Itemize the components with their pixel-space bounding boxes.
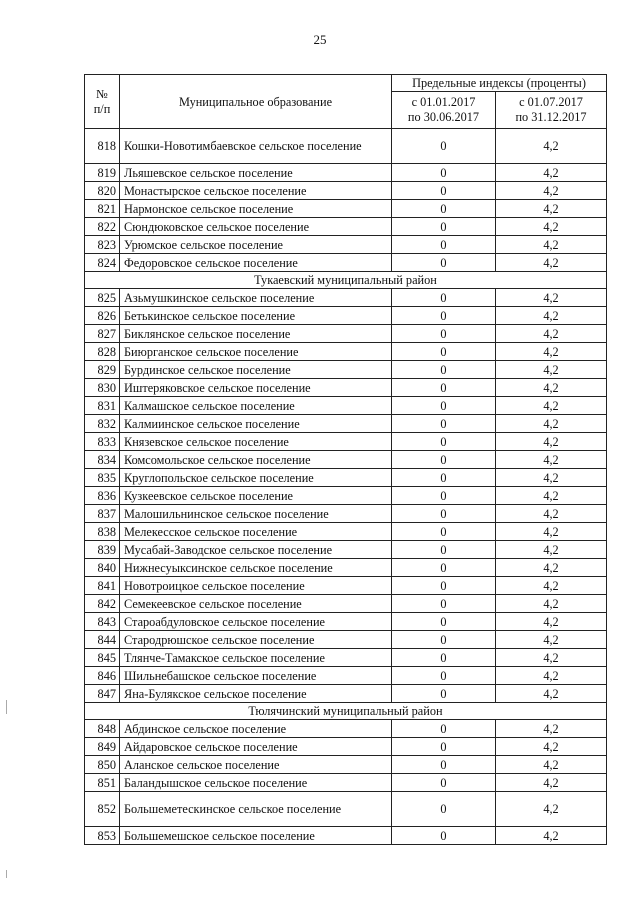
index-period-1: 0 [392, 577, 496, 595]
table-row [85, 254, 607, 272]
index-period-2: 4,2 [496, 361, 607, 379]
row-number: 841 [85, 577, 120, 595]
row-number: 850 [85, 756, 120, 774]
municipality-name: Сюндюковское сельское поселение [120, 218, 392, 236]
table-header [85, 75, 607, 129]
table-row [85, 129, 607, 164]
municipality-name: Малошильнинское сельское поселение [120, 505, 392, 523]
table-row [85, 343, 607, 361]
table-row [85, 738, 607, 756]
municipality-name: Урюмское сельское поселение [120, 236, 392, 254]
municipality-name: Большемешское сельское поселение [120, 827, 392, 845]
municipality-name: Калмашское сельское поселение [120, 397, 392, 415]
row-number: 828 [85, 343, 120, 361]
row-number: 829 [85, 361, 120, 379]
row-number: 819 [85, 164, 120, 182]
index-period-1: 0 [392, 469, 496, 487]
index-period-2: 4,2 [496, 756, 607, 774]
table-row [85, 182, 607, 200]
table-row [85, 487, 607, 505]
index-period-2: 4,2 [496, 218, 607, 236]
index-period-1: 0 [392, 433, 496, 451]
municipality-name: Староабдуловское сельское поселение [120, 613, 392, 631]
municipality-name: Мелекесское сельское поселение [120, 523, 392, 541]
row-number: 844 [85, 631, 120, 649]
index-period-2: 4,2 [496, 792, 607, 827]
index-period-2: 4,2 [496, 379, 607, 397]
municipality-name: Яна-Булякское сельское поселение [120, 685, 392, 703]
municipality-name: Аланское сельское поселение [120, 756, 392, 774]
page-number: 25 [313, 32, 327, 47]
index-period-2: 4,2 [496, 289, 607, 307]
row-number: 818 [85, 129, 120, 164]
table-row [85, 577, 607, 595]
municipality-name: Биклянское сельское поселение [120, 325, 392, 343]
municipality-name: Нармонское сельское поселение [120, 200, 392, 218]
table-row [85, 774, 607, 792]
row-number: 826 [85, 307, 120, 325]
row-number: 824 [85, 254, 120, 272]
index-period-2: 4,2 [496, 254, 607, 272]
row-number: 839 [85, 541, 120, 559]
municipality-name: Азьмушкинское сельское поселение [120, 289, 392, 307]
municipality-name: Биюрганское сельское поселение [120, 343, 392, 361]
row-number: 822 [85, 218, 120, 236]
index-period-1: 0 [392, 236, 496, 254]
row-number: 823 [85, 236, 120, 254]
table-row [85, 631, 607, 649]
table-row [85, 218, 607, 236]
row-number: 827 [85, 325, 120, 343]
municipality-name: Князевское сельское поселение [120, 433, 392, 451]
table-row [85, 720, 607, 738]
municipality-name: Стародрюшское сельское поселение [120, 631, 392, 649]
table-row [85, 361, 607, 379]
index-period-1: 0 [392, 361, 496, 379]
municipality-name: Тлянче-Тамакское сельское поселение [120, 649, 392, 667]
table-row [85, 649, 607, 667]
index-period-1: 0 [392, 307, 496, 325]
municipality-name: Бурдинское сельское поселение [120, 361, 392, 379]
index-period-2: 4,2 [496, 774, 607, 792]
row-number: 830 [85, 379, 120, 397]
table-row [85, 613, 607, 631]
table-row [85, 667, 607, 685]
row-number: 847 [85, 685, 120, 703]
index-period-1: 0 [392, 200, 496, 218]
index-period-1: 0 [392, 541, 496, 559]
index-period-2: 4,2 [496, 523, 607, 541]
index-period-2: 4,2 [496, 487, 607, 505]
municipality-name: Кошки-Новотимбаевское сельское поселение [120, 129, 392, 164]
district-name: Тюлячинский муниципальный район [85, 703, 607, 720]
index-period-1: 0 [392, 415, 496, 433]
index-period-2: 4,2 [496, 451, 607, 469]
municipality-name: Федоровское сельское поселение [120, 254, 392, 272]
index-period-1: 0 [392, 325, 496, 343]
table-row [85, 379, 607, 397]
header-municipality: Муниципальное образование [120, 75, 392, 129]
index-period-1: 0 [392, 559, 496, 577]
municipality-name: Бетькинское сельское поселение [120, 307, 392, 325]
table-body [85, 129, 607, 845]
row-number: 820 [85, 182, 120, 200]
header-number: № п/п [85, 75, 120, 129]
margin-mark [6, 870, 7, 878]
table-row [85, 236, 607, 254]
indices-table [84, 74, 607, 845]
municipality-name: Шильнебашское сельское поселение [120, 667, 392, 685]
table-row [85, 289, 607, 307]
row-number: 846 [85, 667, 120, 685]
municipality-name: Мусабай-Заводское сельское поселение [120, 541, 392, 559]
municipality-name: Комсомольское сельское поселение [120, 451, 392, 469]
table-row [85, 397, 607, 415]
district-name: Тукаевский муниципальный район [85, 272, 607, 289]
table-row [85, 415, 607, 433]
table-row [85, 541, 607, 559]
row-number: 832 [85, 415, 120, 433]
district-row [85, 272, 607, 289]
index-period-2: 4,2 [496, 236, 607, 254]
municipality-name: Нижнесуыксинское сельское поселение [120, 559, 392, 577]
municipality-name: Айдаровское сельское поселение [120, 738, 392, 756]
table-row [85, 200, 607, 218]
row-number: 840 [85, 559, 120, 577]
index-period-1: 0 [392, 129, 496, 164]
table-row [85, 827, 607, 845]
row-number: 821 [85, 200, 120, 218]
municipality-name: Новотроицкое сельское поселение [120, 577, 392, 595]
index-period-1: 0 [392, 738, 496, 756]
index-period-2: 4,2 [496, 397, 607, 415]
index-period-2: 4,2 [496, 827, 607, 845]
index-period-2: 4,2 [496, 129, 607, 164]
row-number: 848 [85, 720, 120, 738]
table-row [85, 307, 607, 325]
table-row [85, 164, 607, 182]
index-period-1: 0 [392, 827, 496, 845]
table-row [85, 792, 607, 827]
index-period-2: 4,2 [496, 164, 607, 182]
table-row [85, 595, 607, 613]
index-period-1: 0 [392, 182, 496, 200]
header-period-2: с 01.07.2017 по 31.12.2017 [496, 92, 607, 129]
index-period-1: 0 [392, 343, 496, 361]
index-period-1: 0 [392, 631, 496, 649]
index-period-2: 4,2 [496, 307, 607, 325]
index-period-2: 4,2 [496, 649, 607, 667]
margin-mark [6, 700, 7, 714]
municipality-name: Иштеряковское сельское поселение [120, 379, 392, 397]
table-row [85, 469, 607, 487]
index-period-2: 4,2 [496, 415, 607, 433]
index-period-2: 4,2 [496, 577, 607, 595]
table-row [85, 325, 607, 343]
row-number: 853 [85, 827, 120, 845]
index-period-2: 4,2 [496, 325, 607, 343]
index-period-1: 0 [392, 164, 496, 182]
row-number: 836 [85, 487, 120, 505]
index-period-2: 4,2 [496, 559, 607, 577]
table-row [85, 505, 607, 523]
row-number: 852 [85, 792, 120, 827]
index-period-1: 0 [392, 667, 496, 685]
index-period-1: 0 [392, 289, 496, 307]
index-period-2: 4,2 [496, 182, 607, 200]
index-period-2: 4,2 [496, 720, 607, 738]
row-number: 851 [85, 774, 120, 792]
index-period-2: 4,2 [496, 505, 607, 523]
row-number: 845 [85, 649, 120, 667]
municipality-name: Монастырское сельское поселение [120, 182, 392, 200]
table-row [85, 523, 607, 541]
index-period-2: 4,2 [496, 469, 607, 487]
municipality-name: Кузкеевское сельское поселение [120, 487, 392, 505]
row-number: 831 [85, 397, 120, 415]
index-period-2: 4,2 [496, 200, 607, 218]
index-period-1: 0 [392, 685, 496, 703]
table-row [85, 451, 607, 469]
index-period-2: 4,2 [496, 613, 607, 631]
table-row [85, 756, 607, 774]
district-row [85, 703, 607, 720]
row-number: 843 [85, 613, 120, 631]
index-period-2: 4,2 [496, 541, 607, 559]
index-period-1: 0 [392, 451, 496, 469]
row-number: 835 [85, 469, 120, 487]
header-period-1: с 01.01.2017 по 30.06.2017 [392, 92, 496, 129]
index-period-1: 0 [392, 720, 496, 738]
index-period-1: 0 [392, 613, 496, 631]
index-period-1: 0 [392, 218, 496, 236]
row-number: 837 [85, 505, 120, 523]
index-period-1: 0 [392, 397, 496, 415]
row-number: 842 [85, 595, 120, 613]
index-period-2: 4,2 [496, 433, 607, 451]
index-period-1: 0 [392, 756, 496, 774]
row-number: 825 [85, 289, 120, 307]
index-period-1: 0 [392, 523, 496, 541]
index-period-1: 0 [392, 649, 496, 667]
index-period-1: 0 [392, 379, 496, 397]
row-number: 838 [85, 523, 120, 541]
index-period-2: 4,2 [496, 595, 607, 613]
index-period-2: 4,2 [496, 631, 607, 649]
index-period-2: 4,2 [496, 685, 607, 703]
index-period-1: 0 [392, 595, 496, 613]
municipality-name: Большеметескинское сельское поселение [120, 792, 392, 827]
table-row [85, 685, 607, 703]
table-row [85, 559, 607, 577]
index-period-1: 0 [392, 774, 496, 792]
row-number: 834 [85, 451, 120, 469]
index-period-1: 0 [392, 254, 496, 272]
municipality-name: Семекеевское сельское поселение [120, 595, 392, 613]
municipality-name: Калмиинское сельское поселение [120, 415, 392, 433]
row-number: 849 [85, 738, 120, 756]
index-period-1: 0 [392, 487, 496, 505]
municipality-name: Баландышское сельское поселение [120, 774, 392, 792]
municipality-name: Абдинское сельское поселение [120, 720, 392, 738]
municipality-name: Льяшевское сельское поселение [120, 164, 392, 182]
header-limit-indices: Предельные индексы (проценты) [392, 75, 607, 92]
index-period-2: 4,2 [496, 738, 607, 756]
table-row [85, 433, 607, 451]
municipality-name: Круглопольское сельское поселение [120, 469, 392, 487]
row-number: 833 [85, 433, 120, 451]
index-period-1: 0 [392, 792, 496, 827]
index-period-2: 4,2 [496, 667, 607, 685]
index-period-1: 0 [392, 505, 496, 523]
index-period-2: 4,2 [496, 343, 607, 361]
